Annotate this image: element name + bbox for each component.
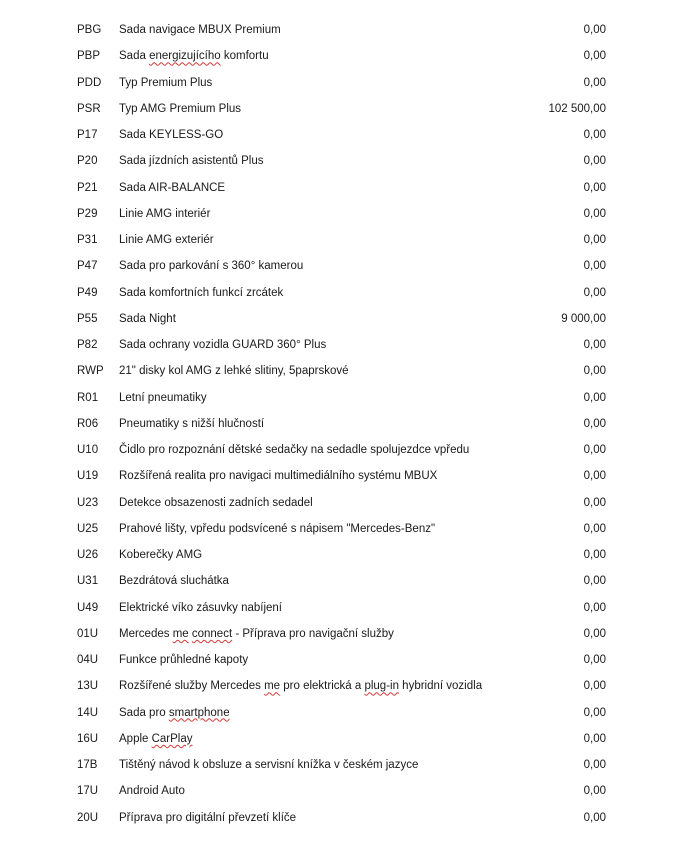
option-description: Koberečky AMG <box>119 549 203 561</box>
option-code: P20 <box>77 155 98 168</box>
option-price: 0,00 <box>583 129 606 141</box>
equipment-row <box>0 385 683 411</box>
equipment-row <box>0 201 683 227</box>
option-price: 0,00 <box>583 732 606 745</box>
option-description: Čidlo pro rozpoznání dětské sedačky na sedadle spolujezdce vpředu <box>119 444 470 456</box>
option-price: 0,00 <box>583 24 606 36</box>
option-price: 0,00 <box>583 785 606 798</box>
description-text: - Příprava pro navigační služby <box>232 627 394 640</box>
spellcheck-flagged-word: energizujícího <box>149 50 221 63</box>
option-code: P31 <box>77 234 98 246</box>
equipment-row <box>0 175 683 201</box>
option-price: 0,00 <box>583 575 606 588</box>
option-code: U25 <box>77 522 99 535</box>
option-price: 0,00 <box>583 549 606 561</box>
equipment-row <box>0 122 683 148</box>
option-description: Typ Premium Plus <box>119 76 213 89</box>
spellcheck-flagged-word: smartphone <box>168 706 230 719</box>
option-price: 0,00 <box>583 339 606 351</box>
option-price: 0,00 <box>583 601 606 614</box>
equipment-row <box>0 437 683 463</box>
option-code: U19 <box>77 470 99 483</box>
option-code: PSR <box>77 102 101 115</box>
option-description <box>119 726 539 752</box>
equipment-row <box>0 332 683 358</box>
equipment-row <box>0 280 683 306</box>
spellcheck-flagged-word: me <box>172 627 189 640</box>
option-description <box>119 700 539 726</box>
equipment-row <box>0 463 683 489</box>
equipment-list <box>0 17 683 831</box>
equipment-row <box>0 306 683 332</box>
option-code: P47 <box>77 260 98 273</box>
option-code: P55 <box>77 312 98 325</box>
option-description: Sada pro parkování s 360° kamerou <box>119 260 304 273</box>
option-description: Sada navigace MBUX Premium <box>119 24 281 36</box>
option-description: Sada jízdních asistentů Plus <box>119 155 264 168</box>
equipment-row <box>0 17 683 43</box>
option-description <box>119 43 539 69</box>
option-price: 0,00 <box>583 444 606 456</box>
option-description: Pneumatiky s nižší hlučností <box>119 417 265 430</box>
equipment-row <box>0 673 683 699</box>
option-price: 0,00 <box>583 654 606 666</box>
option-price: 0,00 <box>583 286 606 299</box>
option-code: 13U <box>77 680 99 693</box>
option-code: P82 <box>77 339 98 351</box>
equipment-row <box>0 490 683 516</box>
option-description: 21" disky kol AMG z lehké slitiny, 5paprskové <box>119 365 349 378</box>
option-description: Letní pneumatiky <box>119 391 207 404</box>
spellcheck-flagged-word: CarPlay <box>151 732 193 745</box>
option-price: 0,00 <box>583 260 606 273</box>
option-price: 0,00 <box>583 50 606 63</box>
option-price: 0,00 <box>583 155 606 168</box>
option-price: 0,00 <box>583 496 606 509</box>
option-description: Sada ochrany vozidla GUARD 360° Plus <box>119 339 327 351</box>
option-price: 0,00 <box>583 470 606 483</box>
option-description: Příprava pro digitální převzetí klíče <box>119 811 297 824</box>
option-code: P29 <box>77 207 98 220</box>
option-code: 17B <box>77 759 98 771</box>
option-description: Sada komfortních funkcí zrcátek <box>119 286 284 299</box>
equipment-row <box>0 70 683 96</box>
option-price: 0,00 <box>583 234 606 246</box>
equipment-row <box>0 621 683 647</box>
option-description: Elektrické víko zásuvky nabíjení <box>119 601 282 614</box>
option-description: Bezdrátová sluchátka <box>119 575 229 588</box>
equipment-row <box>0 568 683 594</box>
option-price: 0,00 <box>583 522 606 535</box>
option-price: 0,00 <box>583 627 606 640</box>
equipment-row <box>0 43 683 69</box>
option-description: Sada Night <box>119 312 176 325</box>
option-description: Linie AMG interiér <box>119 207 211 220</box>
option-code: U23 <box>77 496 99 509</box>
option-description: Sada AIR-BALANCE <box>119 181 226 194</box>
equipment-row <box>0 647 683 673</box>
equipment-row <box>0 358 683 384</box>
option-code: 16U <box>77 732 99 745</box>
equipment-row <box>0 96 683 122</box>
option-price: 9 000,00 <box>561 312 606 325</box>
option-code: R01 <box>77 391 99 404</box>
option-price: 0,00 <box>583 391 606 404</box>
option-price: 0,00 <box>583 207 606 220</box>
equipment-row <box>0 411 683 437</box>
option-code: PDD <box>77 76 102 89</box>
description-text: Sada <box>119 50 150 63</box>
option-price: 102 500,00 <box>548 102 606 115</box>
option-code: RWP <box>77 365 104 378</box>
description-text: hybridní vozidla <box>398 680 483 693</box>
option-code: R06 <box>77 417 99 430</box>
description-text: Apple <box>119 732 152 745</box>
description-text: Mercedes <box>119 627 173 640</box>
equipment-row <box>0 595 683 621</box>
spellcheck-flagged-word: me <box>264 680 281 693</box>
option-code: 20U <box>77 811 99 824</box>
description-text: Rozšířené služby Mercedes <box>119 680 265 693</box>
option-code: 04U <box>77 654 99 666</box>
description-text: komfortu <box>220 50 269 63</box>
spellcheck-flagged-word: plug-in <box>364 680 399 693</box>
equipment-row <box>0 516 683 542</box>
option-price: 0,00 <box>583 417 606 430</box>
equipment-row <box>0 542 683 568</box>
description-text: pro elektrická a <box>280 680 365 693</box>
option-code: U26 <box>77 549 99 561</box>
option-code: U49 <box>77 601 99 614</box>
option-code: 01U <box>77 627 99 640</box>
option-description <box>119 621 539 647</box>
equipment-row <box>0 752 683 778</box>
option-code: 17U <box>77 785 99 798</box>
option-price: 0,00 <box>583 181 606 194</box>
equipment-row <box>0 227 683 253</box>
option-code: 14U <box>77 706 99 719</box>
option-description: Rozšířená realita pro navigaci multimediálního systému MBUX <box>119 470 438 483</box>
option-price: 0,00 <box>583 811 606 824</box>
option-description: Linie AMG exteriér <box>119 234 214 246</box>
option-code: P21 <box>77 181 98 194</box>
option-description: Prahové lišty, vpředu podsvícené s nápisem "Mercedes-Benz" <box>119 522 436 535</box>
spellcheck-flagged-word: connect <box>191 627 233 640</box>
option-price: 0,00 <box>583 706 606 719</box>
equipment-row <box>0 805 683 831</box>
equipment-row <box>0 726 683 752</box>
option-code: PBP <box>77 50 101 63</box>
option-description: Funkce průhledné kapoty <box>119 654 249 666</box>
option-description: Typ AMG Premium Plus <box>119 102 242 115</box>
option-code: P17 <box>77 129 98 141</box>
option-description: Sada KEYLESS-GO <box>119 129 224 141</box>
option-price: 0,00 <box>583 365 606 378</box>
option-code: U10 <box>77 444 99 456</box>
equipment-row <box>0 778 683 804</box>
option-code: PBG <box>77 24 102 36</box>
option-price: 0,00 <box>583 680 606 693</box>
option-price: 0,00 <box>583 759 606 771</box>
option-code: U31 <box>77 575 99 588</box>
option-description <box>119 673 539 699</box>
option-description: Android Auto <box>119 785 185 798</box>
description-text: Sada pro <box>119 706 169 719</box>
equipment-row <box>0 148 683 174</box>
option-price: 0,00 <box>583 76 606 89</box>
equipment-row <box>0 700 683 726</box>
option-code: P49 <box>77 286 98 299</box>
equipment-row <box>0 253 683 279</box>
option-description: Detekce obsazenosti zadních sedadel <box>119 496 313 509</box>
option-description: Tištěný návod k obsluze a servisní knížka v českém jazyce <box>119 759 419 771</box>
